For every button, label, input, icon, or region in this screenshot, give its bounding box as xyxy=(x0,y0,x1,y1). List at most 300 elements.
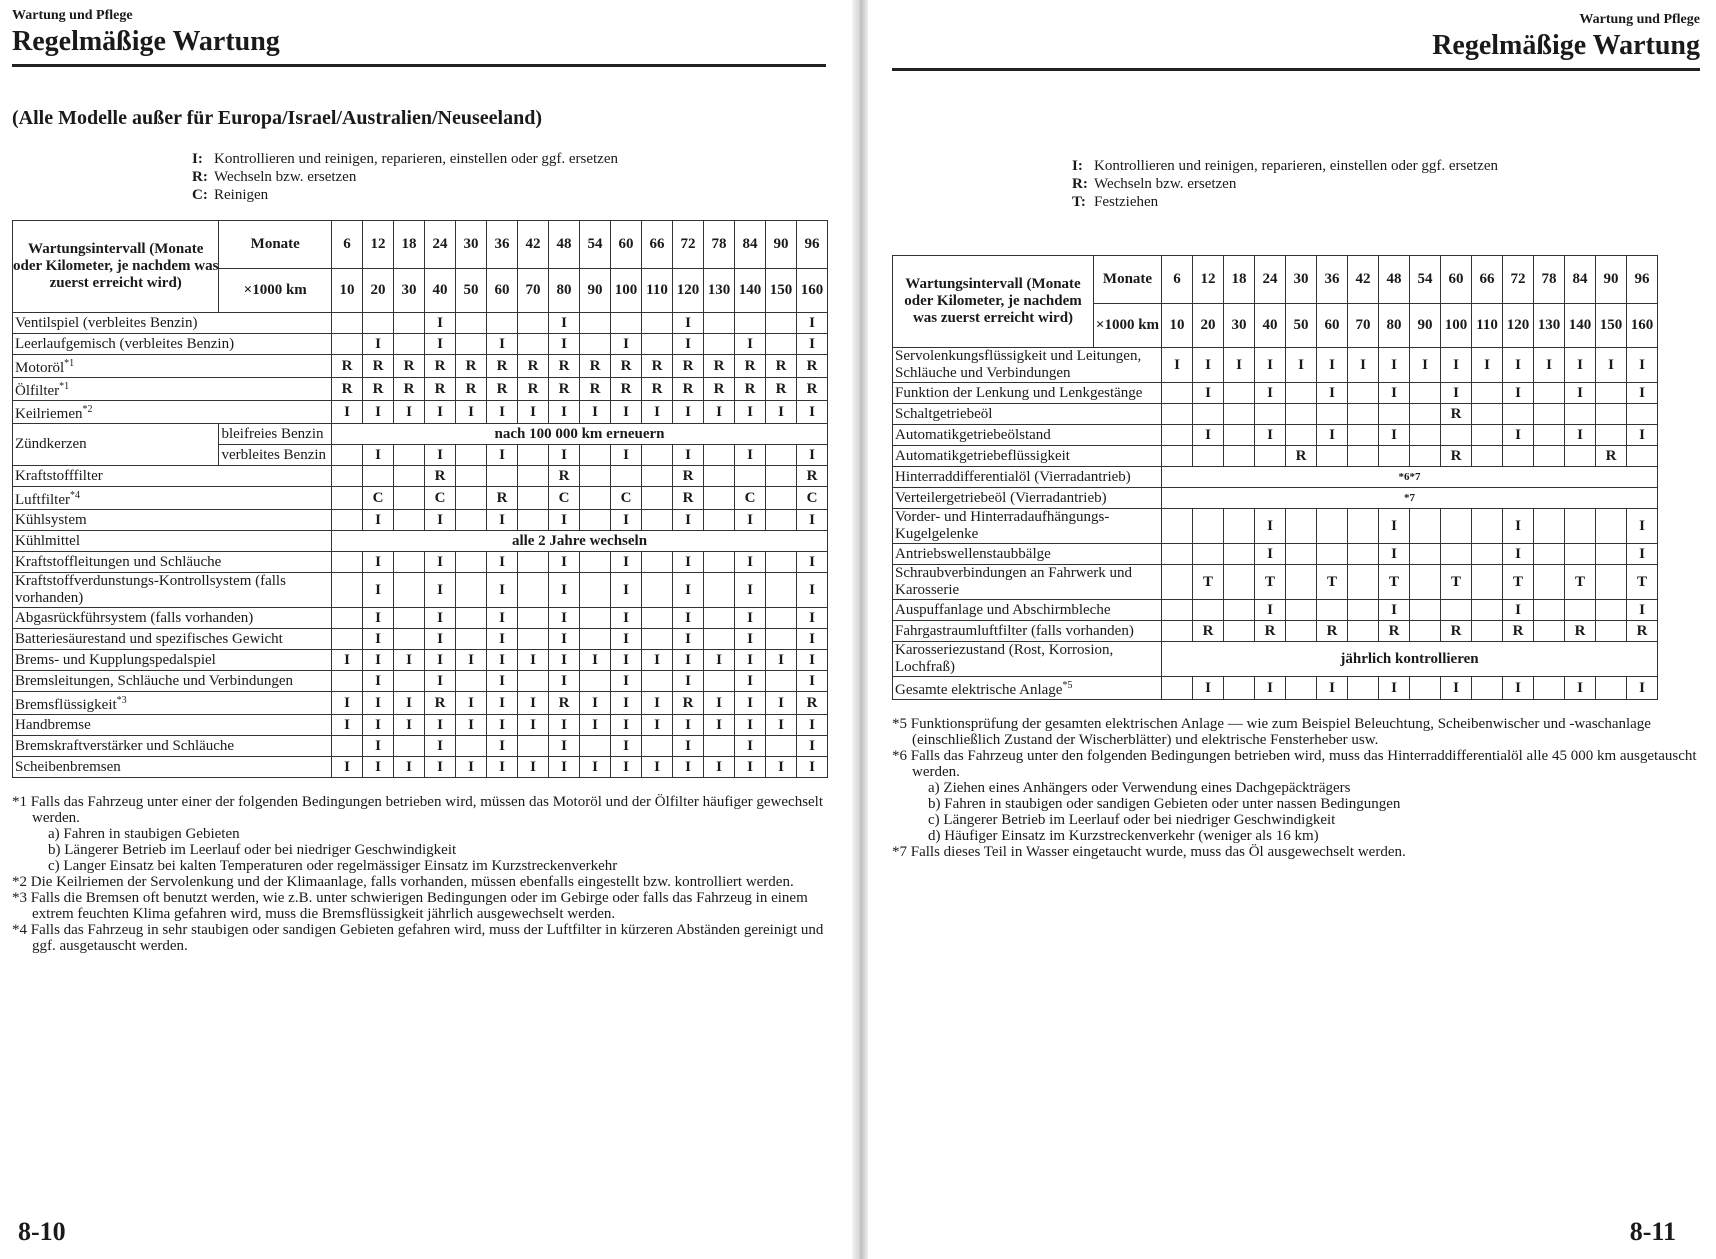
table-row xyxy=(893,425,1658,446)
interval-cell xyxy=(456,736,487,757)
interval-cell: I xyxy=(425,334,456,355)
interval-cell: I xyxy=(549,573,580,608)
table-row xyxy=(893,544,1658,565)
interval-cell xyxy=(580,671,611,692)
interval-cell xyxy=(1286,425,1317,446)
interval-cell: R xyxy=(735,378,766,401)
interval-cell xyxy=(611,466,642,487)
interval-cell: I xyxy=(487,715,518,736)
interval-cell: R xyxy=(1503,621,1534,642)
interval-cell: I xyxy=(673,757,704,778)
interval-cell: I xyxy=(580,401,611,424)
interval-cell: I xyxy=(611,573,642,608)
interval-cell: R xyxy=(363,378,394,401)
interval-cell: R xyxy=(735,355,766,378)
interval-cell: R xyxy=(1317,621,1348,642)
interval-cell xyxy=(1472,544,1503,565)
interval-cell xyxy=(1193,600,1224,621)
interval-cell xyxy=(735,466,766,487)
interval-cell xyxy=(394,510,425,531)
interval-cell: I xyxy=(611,757,642,778)
legend-item xyxy=(192,168,826,186)
interval-cell xyxy=(1348,446,1379,467)
legend-text: Wechseln bzw. ersetzen xyxy=(1094,176,1237,192)
km-label: ×1000 km xyxy=(1094,304,1162,348)
month-value: 90 xyxy=(766,221,797,269)
interval-cell xyxy=(1534,404,1565,425)
item-name xyxy=(893,565,1162,600)
item-label: Funktion der Lenkung und Lenkgestänge xyxy=(895,384,1143,401)
table-row xyxy=(13,313,828,334)
table-row xyxy=(13,510,828,531)
interval-cell xyxy=(394,608,425,629)
interval-cell: I xyxy=(487,736,518,757)
interval-cell: I xyxy=(425,313,456,334)
item-label: Keilriemen xyxy=(15,406,83,422)
interval-cell xyxy=(1410,509,1441,544)
interval-cell xyxy=(1534,565,1565,600)
interval-cell xyxy=(642,313,673,334)
month-value: 72 xyxy=(673,221,704,269)
table-row xyxy=(13,692,828,715)
interval-cell xyxy=(518,487,549,510)
table-row xyxy=(893,677,1658,700)
table-row xyxy=(893,488,1658,509)
interval-cell: I xyxy=(1410,348,1441,383)
interval-cell xyxy=(1379,446,1410,467)
interval-cell: I xyxy=(1441,348,1472,383)
interval-cell xyxy=(1472,509,1503,544)
interval-cell xyxy=(518,552,549,573)
interval-cell: R xyxy=(1193,621,1224,642)
km-value: 70 xyxy=(518,269,549,313)
item-name xyxy=(893,509,1162,544)
interval-cell xyxy=(518,466,549,487)
footnote-ref: *5 xyxy=(1062,680,1073,691)
interval-cell xyxy=(1410,544,1441,565)
interval-cell: I xyxy=(1627,383,1658,404)
interval-cell xyxy=(1596,509,1627,544)
interval-cell: R xyxy=(797,466,828,487)
month-value: 42 xyxy=(1348,256,1379,304)
interval-cell: R xyxy=(487,487,518,510)
interval-cell: R xyxy=(1596,446,1627,467)
interval-cell xyxy=(766,552,797,573)
interval-cell: I xyxy=(704,650,735,671)
interval-cell: I xyxy=(704,401,735,424)
month-value: 24 xyxy=(1255,256,1286,304)
interval-cell: I xyxy=(735,510,766,531)
interval-cell xyxy=(766,313,797,334)
table-row xyxy=(13,629,828,650)
interval-cell: T xyxy=(1565,565,1596,600)
interval-cell: I xyxy=(394,692,425,715)
interval-cell xyxy=(704,629,735,650)
interval-cell: I xyxy=(1286,348,1317,383)
interval-cell xyxy=(456,552,487,573)
interval-cell: I xyxy=(642,650,673,671)
interval-cell: I xyxy=(487,401,518,424)
interval-cell: I xyxy=(797,445,828,466)
month-value: 60 xyxy=(611,221,642,269)
interval-cell xyxy=(1317,600,1348,621)
interval-cell: I xyxy=(425,629,456,650)
interval-cell: I xyxy=(673,510,704,531)
interval-cell: I xyxy=(394,650,425,671)
interval-cell: R xyxy=(1441,404,1472,425)
table-row xyxy=(13,552,828,573)
interval-cell xyxy=(766,466,797,487)
table-row xyxy=(893,621,1658,642)
interval-cell xyxy=(1472,446,1503,467)
interval-cell: I xyxy=(518,757,549,778)
interval-cell: I xyxy=(549,445,580,466)
interval-cell: R xyxy=(580,355,611,378)
interval-cell xyxy=(1596,621,1627,642)
interval-cell: R xyxy=(673,355,704,378)
interval-cell: R xyxy=(611,378,642,401)
interval-cell: I xyxy=(642,692,673,715)
interval-cell xyxy=(394,671,425,692)
interval-cell: R xyxy=(425,378,456,401)
page-left xyxy=(0,0,856,1259)
interval-cell xyxy=(580,334,611,355)
interval-cell xyxy=(580,510,611,531)
legend-key: C: xyxy=(192,187,208,203)
interval-cell xyxy=(394,629,425,650)
item-name xyxy=(893,383,1162,404)
interval-cell: T xyxy=(1317,565,1348,600)
interval-cell xyxy=(456,671,487,692)
month-value: 30 xyxy=(456,221,487,269)
interval-cell: I xyxy=(1255,677,1286,700)
item-name xyxy=(893,621,1162,642)
interval-cell: I xyxy=(797,401,828,424)
interval-cell xyxy=(766,573,797,608)
interval-cell: I xyxy=(487,573,518,608)
interval-cell: I xyxy=(425,573,456,608)
interval-cell: I xyxy=(518,715,549,736)
table-row xyxy=(893,383,1658,404)
interval-cell: I xyxy=(549,671,580,692)
interval-cell: I xyxy=(425,608,456,629)
interval-cell: R xyxy=(1379,621,1410,642)
item-name xyxy=(13,757,332,778)
km-value: 80 xyxy=(1379,304,1410,348)
legend-key: I: xyxy=(1072,158,1083,174)
item-name xyxy=(13,736,332,757)
header-row-months xyxy=(893,256,1658,304)
interval-cell: I xyxy=(735,334,766,355)
item-label: Ölfilter xyxy=(15,383,60,399)
interval-cell xyxy=(1410,621,1441,642)
interval-cell: I xyxy=(766,757,797,778)
interval-cell xyxy=(1317,509,1348,544)
interval-cell xyxy=(580,552,611,573)
km-value: 140 xyxy=(1565,304,1596,348)
interval-cell: I xyxy=(363,510,394,531)
interval-cell: I xyxy=(549,334,580,355)
interval-cell xyxy=(1472,600,1503,621)
interval-cell xyxy=(1286,404,1317,425)
interval-cell xyxy=(1255,446,1286,467)
interval-cell: I xyxy=(363,715,394,736)
interval-cell: C xyxy=(363,487,394,510)
month-value: 30 xyxy=(1286,256,1317,304)
interval-cell xyxy=(1224,446,1255,467)
km-value: 20 xyxy=(363,269,394,313)
table-row xyxy=(13,736,828,757)
interval-cell xyxy=(363,466,394,487)
interval-cell: I xyxy=(735,573,766,608)
interval-cell: I xyxy=(611,334,642,355)
interval-cell: R xyxy=(673,487,704,510)
interval-cell: I xyxy=(363,608,394,629)
item-name: Karosseriezustand (Rost, Korrosion, Lochfraß) xyxy=(893,642,1162,677)
interval-cell: I xyxy=(425,552,456,573)
interval-cell xyxy=(1596,565,1627,600)
interval-cell: I xyxy=(611,692,642,715)
footnote: *3 Falls die Bremsen oft benutzt werden, wie z.B. unter schwierigen Bedingungen oder im Gebirge oder falls das Fahrzeug in einem extrem feuchten Klima gefahren wird, muss die Bremsflüssigkeit jährlich ausgewechselt werden. xyxy=(12,890,808,922)
month-value: 54 xyxy=(580,221,611,269)
interval-cell: I xyxy=(797,736,828,757)
month-value: 60 xyxy=(1441,256,1472,304)
months-label: Monate xyxy=(219,221,332,269)
legend-key: T: xyxy=(1072,194,1086,210)
interval-cell: I xyxy=(425,401,456,424)
interval-cell: R xyxy=(673,466,704,487)
interval-cell: I xyxy=(363,692,394,715)
interval-cell: I xyxy=(797,573,828,608)
month-value: 96 xyxy=(1627,256,1658,304)
km-value: 110 xyxy=(1472,304,1503,348)
interval-cell xyxy=(1348,565,1379,600)
interval-cell xyxy=(580,487,611,510)
interval-cell xyxy=(1565,446,1596,467)
km-label: ×1000 km xyxy=(219,269,332,313)
interval-cell xyxy=(642,445,673,466)
interval-cell: I xyxy=(1472,348,1503,383)
interval-cell xyxy=(332,736,363,757)
interval-cell xyxy=(704,466,735,487)
interval-cell xyxy=(332,608,363,629)
item-label: Schaltgetriebeöl xyxy=(895,405,993,422)
interval-cell: I xyxy=(611,629,642,650)
page-number: 8-10 xyxy=(18,1217,66,1246)
interval-cell: I xyxy=(1534,348,1565,383)
footnote-ref: *1 xyxy=(59,381,70,392)
interval-cell xyxy=(642,608,673,629)
km-value: 120 xyxy=(673,269,704,313)
span-text: jährlich kontrollieren xyxy=(1162,642,1658,677)
interval-cell: I xyxy=(363,445,394,466)
interval-cell: I xyxy=(1565,425,1596,446)
interval-cell: I xyxy=(363,736,394,757)
interval-cell xyxy=(1224,509,1255,544)
interval-cell: I xyxy=(363,757,394,778)
interval-cell xyxy=(1410,425,1441,446)
interval-cell: I xyxy=(487,650,518,671)
interval-cell: I xyxy=(797,334,828,355)
interval-cell: I xyxy=(611,552,642,573)
footnote: *7 Falls dieses Teil in Wasser eingetaucht wurde, muss das Öl ausgewechselt werden. xyxy=(892,844,1406,860)
interval-cell xyxy=(487,466,518,487)
item-name xyxy=(893,348,1162,383)
interval-cell xyxy=(518,445,549,466)
item-label: Batteriesäurestand und spezifisches Gewicht xyxy=(15,630,283,647)
interval-cell: I xyxy=(456,715,487,736)
interval-cell: I xyxy=(549,313,580,334)
interval-cell xyxy=(518,334,549,355)
interval-cell xyxy=(1317,404,1348,425)
interval-cell: I xyxy=(673,671,704,692)
interval-cell xyxy=(766,334,797,355)
interval-cell xyxy=(332,573,363,608)
interval-cell: I xyxy=(1503,425,1534,446)
interval-cell: R xyxy=(332,355,363,378)
interval-cell xyxy=(1596,600,1627,621)
interval-cell xyxy=(642,573,673,608)
km-value: 140 xyxy=(735,269,766,313)
interval-cell xyxy=(1286,677,1317,700)
interval-cell xyxy=(1596,544,1627,565)
interval-cell xyxy=(642,466,673,487)
table-row xyxy=(13,424,828,445)
interval-cell xyxy=(580,466,611,487)
table-row xyxy=(13,715,828,736)
interval-cell: I xyxy=(1503,348,1534,383)
footnote: *5 Funktionsprüfung der gesamten elektrischen Anlage — wie zum Beispiel Beleuchtung, Scheibenwischer und -waschanlage (einschließlich Zustand der Wischerblätter) und elektrische Fensterheber usw. xyxy=(892,716,1651,748)
footnotes xyxy=(892,716,1700,860)
item-name xyxy=(893,600,1162,621)
interval-cell: R xyxy=(332,378,363,401)
interval-cell xyxy=(1162,677,1193,700)
interval-cell xyxy=(704,510,735,531)
item-name xyxy=(13,552,332,573)
table-row xyxy=(13,650,828,671)
item-label: Abgasrückführsystem (falls vorhanden) xyxy=(15,609,254,626)
footnote: *6 Falls das Fahrzeug unter den folgenden Bedingungen betrieben wird, muss das Hinterraddifferentialöl alle 45 000 km ausgetauscht werden. xyxy=(892,748,1697,780)
interval-cell: I xyxy=(673,445,704,466)
footnote: d) Häufiger Einsatz im Kurzstreckenverkehr (weniger als 16 km) xyxy=(928,828,1319,844)
interval-cell xyxy=(1193,404,1224,425)
km-value: 90 xyxy=(1410,304,1441,348)
interval-cell xyxy=(735,313,766,334)
month-value: 84 xyxy=(735,221,766,269)
footnote-ref: *4 xyxy=(69,490,80,501)
page-right xyxy=(856,0,1716,1259)
km-value: 100 xyxy=(1441,304,1472,348)
interval-cell xyxy=(394,466,425,487)
interval-cell: I xyxy=(394,757,425,778)
item-name xyxy=(13,650,332,671)
interval-cell xyxy=(704,445,735,466)
km-value: 10 xyxy=(1162,304,1193,348)
interval-cell: C xyxy=(797,487,828,510)
interval-cell: R xyxy=(1255,621,1286,642)
interval-cell xyxy=(1224,383,1255,404)
interval-cell xyxy=(1286,600,1317,621)
interval-cell: T xyxy=(1193,565,1224,600)
interval-cell: I xyxy=(797,629,828,650)
km-value: 160 xyxy=(797,269,828,313)
km-value: 20 xyxy=(1193,304,1224,348)
interval-cell xyxy=(766,608,797,629)
interval-cell xyxy=(1162,383,1193,404)
footnote: a) Ziehen eines Anhängers oder Verwendung eines Dachgepäckträgers xyxy=(928,780,1351,796)
interval-cell: I xyxy=(1565,383,1596,404)
interval-cell: I xyxy=(549,715,580,736)
interval-cell: I xyxy=(332,692,363,715)
interval-cell: I xyxy=(611,650,642,671)
interval-cell: I xyxy=(487,552,518,573)
interval-cell: I xyxy=(332,401,363,424)
km-value: 110 xyxy=(642,269,673,313)
interval-cell xyxy=(766,445,797,466)
interval-cell xyxy=(1162,565,1193,600)
interval-cell: I xyxy=(580,715,611,736)
interval-cell: I xyxy=(456,650,487,671)
interval-cell: I xyxy=(332,757,363,778)
interval-cell xyxy=(1410,383,1441,404)
interval-cell: I xyxy=(673,608,704,629)
interval-cell xyxy=(518,629,549,650)
interval-cell: I xyxy=(363,552,394,573)
item-name xyxy=(13,378,332,401)
interval-cell: I xyxy=(456,401,487,424)
interval-cell: I xyxy=(1627,509,1658,544)
legend-key: R: xyxy=(1072,176,1088,192)
item-name: Verteilergetriebeöl (Vierradantrieb) xyxy=(893,488,1162,509)
maintenance-table xyxy=(892,255,1658,700)
interval-cell: I xyxy=(363,629,394,650)
item-name: Zündkerzen xyxy=(13,424,219,466)
interval-cell: I xyxy=(1627,425,1658,446)
sub-item-label: verbleites Benzin xyxy=(219,445,332,466)
interval-cell: R xyxy=(394,355,425,378)
interval-cell xyxy=(1534,544,1565,565)
interval-cell xyxy=(1286,383,1317,404)
interval-cell: I xyxy=(363,401,394,424)
interval-cell: I xyxy=(487,692,518,715)
interval-cell: I xyxy=(735,715,766,736)
month-value: 6 xyxy=(332,221,363,269)
month-value: 72 xyxy=(1503,256,1534,304)
item-label: Bremsflüssigkeit xyxy=(15,697,117,713)
km-value: 130 xyxy=(1534,304,1565,348)
interval-cell: I xyxy=(425,445,456,466)
interval-cell xyxy=(1565,404,1596,425)
interval-cell xyxy=(1162,621,1193,642)
interval-cell: R xyxy=(673,692,704,715)
interval-cell: I xyxy=(549,650,580,671)
interval-cell xyxy=(1162,446,1193,467)
item-label: Kraftstoffverdunstungs-Kontrollsystem (falls vorhanden) xyxy=(15,573,286,606)
item-label: Bremsleitungen, Schläuche und Verbindungen xyxy=(15,672,293,689)
interval-cell: R xyxy=(704,355,735,378)
interval-cell: I xyxy=(1255,544,1286,565)
interval-cell: I xyxy=(1255,509,1286,544)
interval-cell xyxy=(1503,446,1534,467)
interval-cell: R xyxy=(363,355,394,378)
item-label: Handbremse xyxy=(15,716,91,733)
interval-cell: I xyxy=(797,552,828,573)
item-name xyxy=(13,401,332,424)
interval-cell xyxy=(1162,544,1193,565)
item-name xyxy=(13,608,332,629)
interval-cell: R xyxy=(642,378,673,401)
interval-cell: I xyxy=(425,671,456,692)
